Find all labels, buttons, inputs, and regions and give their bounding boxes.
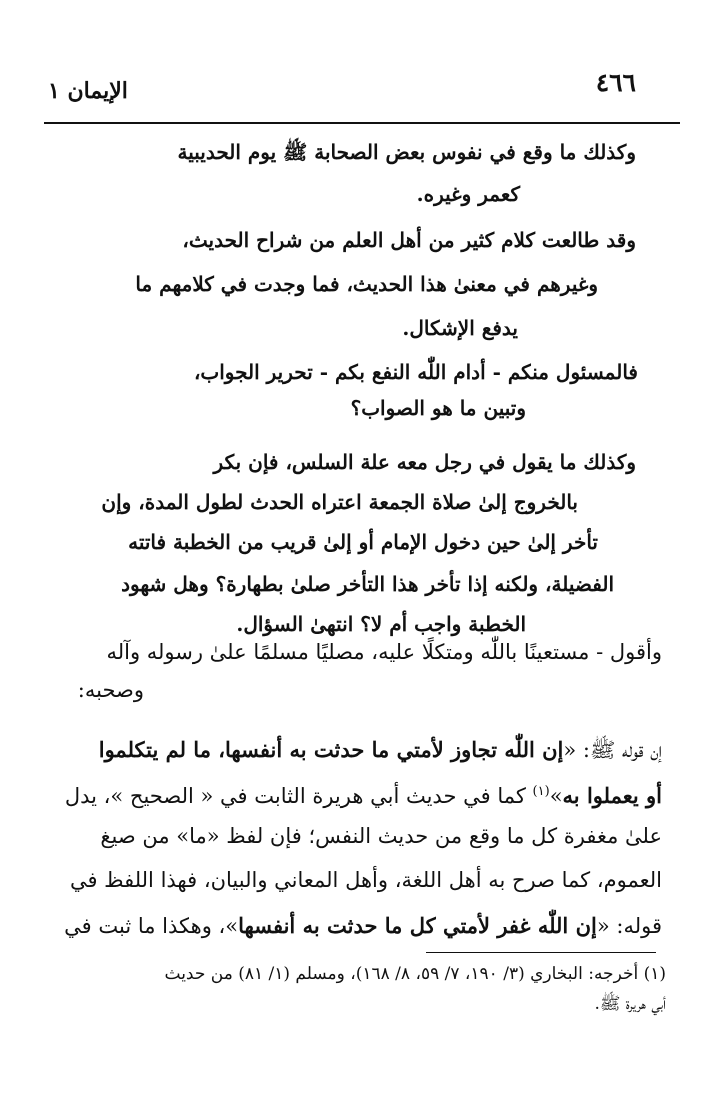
text-line: وكذلك ما وقع في نفوس بعض الصحابة ﷺ يوم الحديبية [177, 140, 636, 164]
hadith-quote: أو يعملوا به [562, 783, 662, 808]
footnote-line: أبي هريرة ﷺ. [594, 994, 666, 1014]
text-line: تأخر إلىٰ حين دخول الإمام أو إلىٰ قريب من الخطبة فاتته [128, 530, 598, 554]
text-line: وكذلك ما يقول في رجل معه علة السلس، فإن بكر [213, 450, 636, 474]
page-number: ٤٦٦ [595, 68, 636, 97]
header-rule [44, 122, 680, 124]
text-line: وصحبه: [77, 678, 144, 702]
text-line: وقد طالعت كلام كثير من أهل العلم من شراح الحديث، [182, 228, 636, 252]
text-line: وتبين ما هو الصواب؟ [350, 396, 526, 420]
text-line: بالخروج إلىٰ صلاة الجمعة اعتراه الحدث لطول المدة، وإن [101, 490, 578, 514]
text-line: كعمر وغيره. [416, 182, 520, 206]
text-line: وأقول - مستعينًا باللّٰه ومتكلًا عليه، مصليًا مسلمًا علىٰ رسوله وآله [106, 640, 662, 664]
text-line: يدفع الإشكال. [402, 316, 518, 340]
running-title: الإيمان ١ [48, 78, 128, 104]
text-line [64, 906, 662, 946]
footnote-rule [426, 952, 656, 953]
text-segment: إن قوله ﷺ: « [563, 738, 662, 762]
footnote-line: (١) أخرجه: البخاري (٣/ ١٩٠، ٧/ ٥٩، ٨/ ١٦٨)، ومسلم (١/ ٨١) من حديث [164, 964, 666, 984]
text-line: وغيرهم في معنىٰ هذا الحديث، فما وجدت في كلامهم ما [135, 272, 598, 296]
text-line: الخطبة واجب أم لا؟ انتهىٰ السؤال. [236, 612, 526, 636]
text-line [99, 730, 662, 770]
hadith-quote: إن اللّٰه غفر لأمتي كل ما حدثت به أنفسها [238, 913, 597, 938]
text-segment: » [549, 784, 563, 808]
text-segment: قوله: « [596, 914, 662, 938]
text-segment: »، وهكذا ما ثبت في [64, 914, 239, 938]
text-line: علىٰ مغفرة كل ما وقع من حديث النفس؛ فإن لفظ «ما» من صيغ [100, 824, 662, 848]
hadith-quote: إن اللّٰه تجاوز لأمتي ما حدثت به أنفسها، ما لم يتكلموا [98, 737, 564, 762]
text-line: العموم، كما صرح به أهل اللغة، وأهل المعاني والبيان، فهذا اللفظ في [69, 868, 662, 892]
text-line: الفضيلة، ولكنه إذا تأخر هذا التأخر صلىٰ بطهارة؟ وهل شهود [121, 572, 614, 596]
text-line: فالمسئول منكم - أدام اللّٰه النفع بكم - تحرير الجواب، [193, 360, 638, 384]
footnote-reference[interactable]: (١) [532, 784, 550, 799]
page-header [48, 62, 686, 112]
text-line [65, 772, 662, 812]
text-segment: كما في حديث أبي هريرة الثابت في « الصحيح »، يدل [64, 784, 533, 808]
